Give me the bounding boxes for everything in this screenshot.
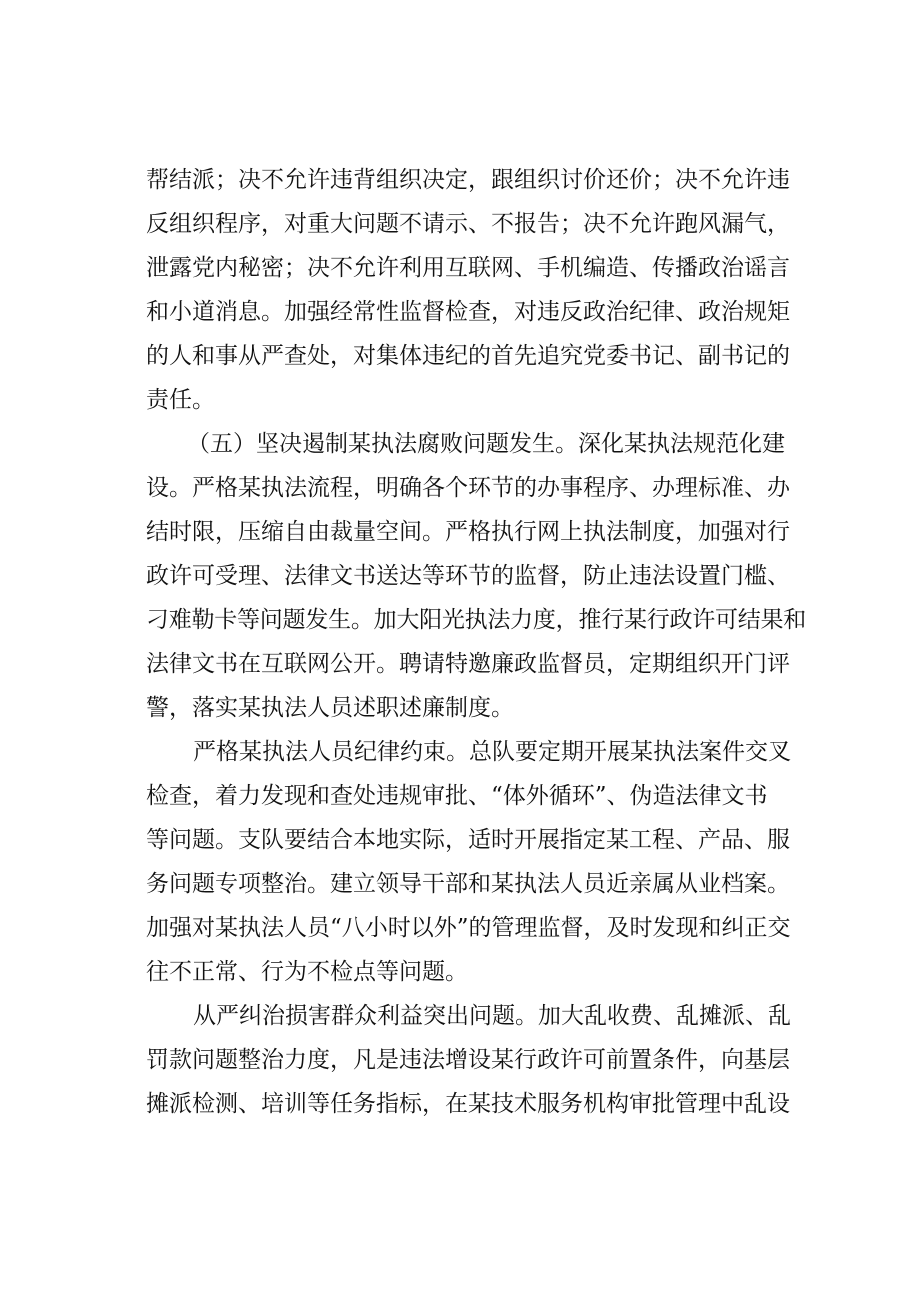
paragraph-line: 刁难勒卡等问题发生。加大阳光执法力度，推行某行政许可结果和 [146, 607, 807, 633]
paragraph-line: 设。严格某执法流程，明确各个环节的办事程序、办理标准、办 [146, 475, 790, 501]
paragraph-heading-line: （五）坚决遏制某执法腐败问题发生。深化某执法规范化建 [187, 431, 785, 457]
paragraph-line: 警，落实某执法人员述职述廉制度。 [146, 695, 514, 721]
paragraph-line: 等问题。支队要结合本地实际，适时开展指定某工程、产品、服 [146, 827, 790, 853]
paragraph-line: 加强对某执法人员“八小时以外”的管理监督，及时发现和纠正交 [146, 915, 791, 941]
paragraph-line: 摊派检测、培训等任务指标，在某技术服务机构审批管理中乱设 [146, 1091, 790, 1117]
paragraph-line: 结时限，压缩自由裁量空间。严格执行网上执法制度，加强对行 [146, 519, 790, 545]
paragraph-first-line: 从严纠治损害群众利益突出问题。加大乱收费、乱摊派、乱 [193, 1003, 791, 1029]
paragraph-line: 泄露党内秘密；决不允许利用互联网、手机编造、传播政治谣言 [146, 255, 790, 281]
paragraph-line: 责任。 [146, 387, 215, 413]
paragraph-line: 往不正常、行为不检点等问题。 [146, 959, 468, 985]
paragraph-line: 检查，着力发现和查处违规审批、“体外循环”、伪造法律文书 [146, 783, 768, 809]
paragraph-first-line: 严格某执法人员纪律约束。总队要定期开展某执法案件交叉 [193, 739, 791, 765]
paragraph-line: 和小道消息。加强经常性监督检查，对违反政治纪律、政治规矩 [146, 299, 790, 325]
paragraph-line: 帮结派；决不允许违背组织决定，跟组织讨价还价；决不允许违 [146, 167, 790, 193]
paragraph-line: 政许可受理、法律文书送达等环节的监督，防止违法设置门槛、 [146, 563, 790, 589]
paragraph-line: 的人和事从严查处，对集体违纪的首先追究党委书记、副书记的 [146, 343, 790, 369]
paragraph-line: 法律文书在互联网公开。聘请特邀廉政监督员，定期组织开门评 [146, 651, 790, 677]
paragraph-line: 务问题专项整治。建立领导干部和某执法人员近亲属从业档案。 [146, 871, 790, 897]
paragraph-line: 反组织程序，对重大问题不请示、不报告；决不允许跑风漏气， [146, 211, 790, 237]
paragraph-line: 罚款问题整治力度，凡是违法增设某行政许可前置条件，向基层 [146, 1047, 790, 1073]
